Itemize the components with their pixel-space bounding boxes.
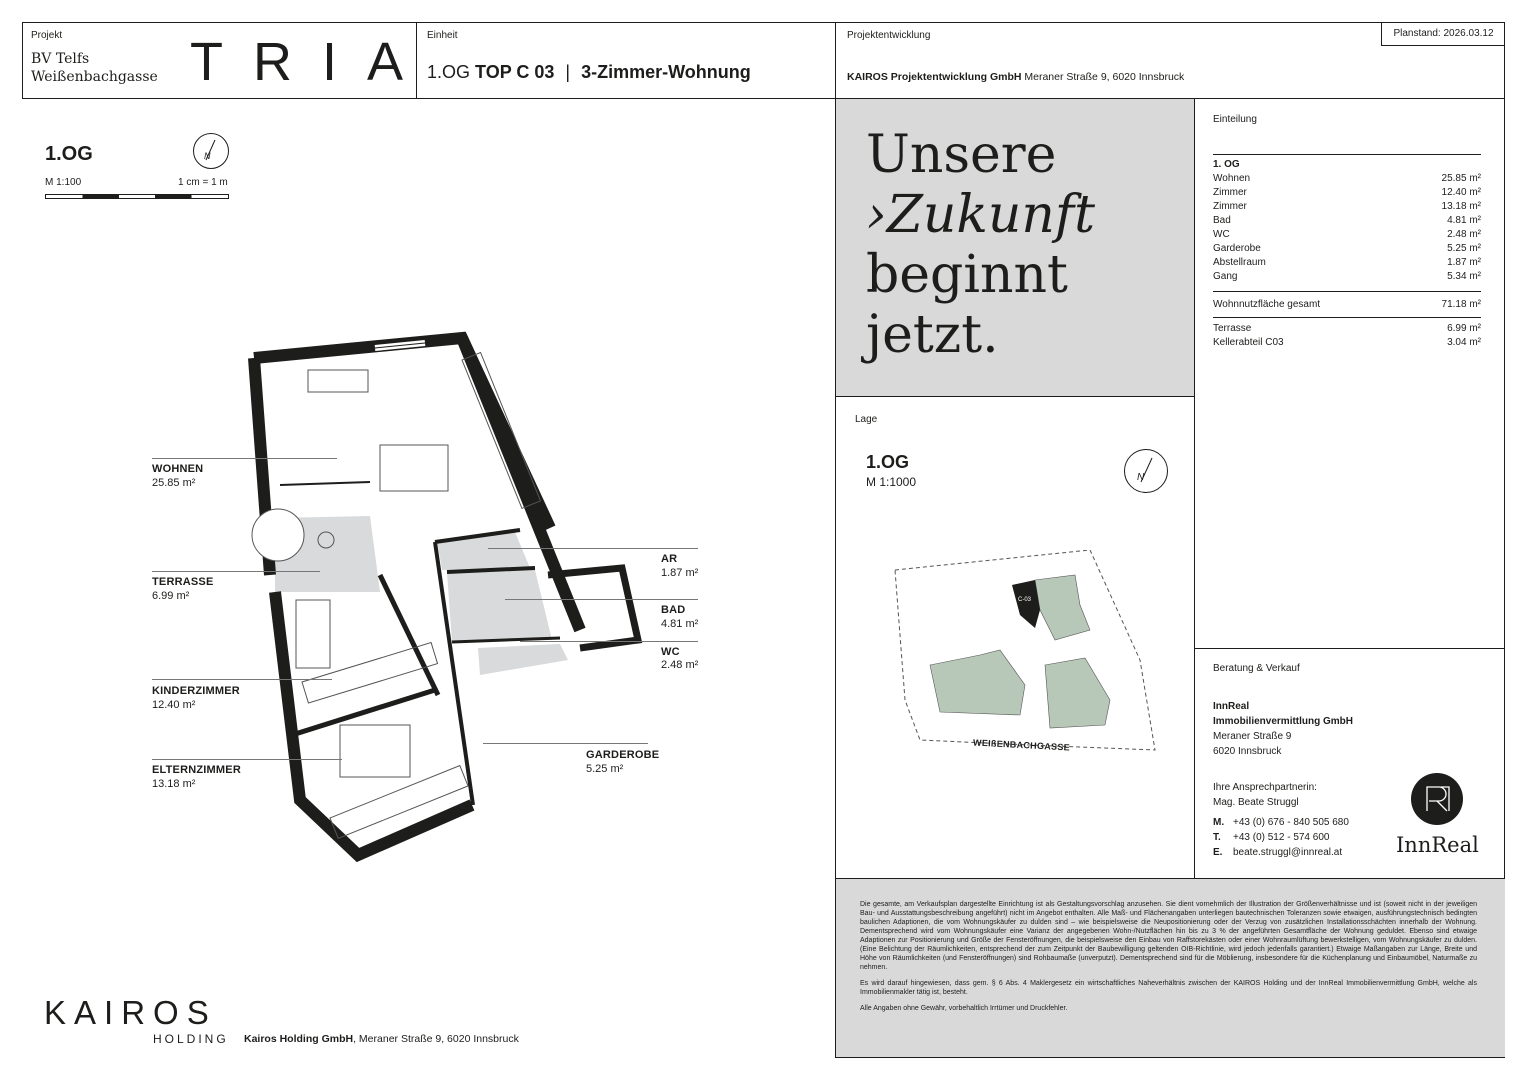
einheit-label: Einheit xyxy=(427,30,458,41)
einteilung-row xyxy=(1213,228,1481,242)
innreal-logo-text: InnReal xyxy=(1396,833,1479,857)
beratung-city: 6020 Innsbruck xyxy=(1213,746,1282,757)
einteilung-room-area: 25.85 m² xyxy=(1441,173,1481,184)
room-kinderzimmer-area: 12.40 m² xyxy=(152,699,196,711)
mid-divider xyxy=(1194,98,1195,878)
einteilung-room-name: Wohnen xyxy=(1213,173,1251,184)
lage-scale: M 1:1000 xyxy=(866,475,917,489)
room-terrasse-name: TERRASSE xyxy=(152,576,214,588)
beratung-email xyxy=(1213,847,1342,858)
beratung-divider xyxy=(1194,648,1505,649)
e-label: E. xyxy=(1213,847,1223,858)
site-building-c xyxy=(1035,575,1090,640)
slogan-line1: Unsere xyxy=(866,125,1057,185)
slogan-line2-wrap xyxy=(866,186,1095,244)
einheit-title xyxy=(427,62,751,83)
footer-address: , Meraner Straße 9, 6020 Innsbruck xyxy=(353,1033,519,1045)
einteilung-total-label: Wohnnutzfläche gesamt xyxy=(1213,299,1321,310)
leader-garderobe xyxy=(483,743,648,744)
beratung-street: Meraner Straße 9 xyxy=(1213,731,1292,742)
room-ar-name: AR xyxy=(661,553,678,565)
t-label: T. xyxy=(1213,832,1221,843)
north-icon xyxy=(193,133,229,169)
beratung-company2: Immobilienvermittlung GmbH xyxy=(1213,716,1354,727)
slogan-chevron-icon: › xyxy=(866,185,887,245)
einteilung-rule-mid xyxy=(1213,291,1481,292)
e-value[interactable]: beate.struggl@innreal.at xyxy=(1233,847,1343,858)
legal-p1: Die gesamte, am Verkaufsplan dargestellte Einrichtung ist als Gestaltungsvorschlag anzusehen. Sie dient vornehmlich der Illustration der Größenverhältnisse und ist (soweit nicht in der jeweiligen Bau- und Ausstattungsbeschreibung angeführt) nicht im Angebot enthalten. Alle Maß- und Flächenangaben unterliegen bautechnischen Toleranzen sowie etwaigen, ausführungstechnisch bedingten baulichen Adaptionen, die vom Wohnungskäufer zu dulden sind – wie beispielsweise die Neupositionierung oder der Verzug von zusätzlichen Installationsschächten innerhalb der Wohnung. Dementsprechend wird vom Wohnungskäufer eine Varianz der angegebenen Wohn-/Nutzflächen hin bis zu 3 % der angeführten Gesamtfläche der Wohnung geduldet. Ebenso sind etwaige Adaptionen zur Positionierung und Größe der Fensteröffnungen, die beispielsweise den Einbau von Raffstorekästen oder einer Wohnraumlüftung bewerkstelligen, vom Wohnungskäufer zu dulden. (Eine Belichtung der Räumlichkeiten, entsprechend der zum Zeitpunkt der Baubewilligung geltenden OIB-Richtlinie, wird jedoch jedenfalls garantiert.) Etwaige Maßangaben zur Länge, Breite und Höhe von Räumlichkeiten (und Fensteröffnungen) sind Rohbaumaße (unverputzt). Dementsprechend sind für die Möblierung, insbesondere für die Küchenplanung und Einbaumöbel, Naturmaße zu nehmen. xyxy=(860,901,1477,971)
einteilung-extra-row xyxy=(1213,336,1481,350)
einteilung-title: Einteilung xyxy=(1213,114,1257,125)
extra-name: Terrasse xyxy=(1213,323,1252,334)
bath-area xyxy=(447,570,552,642)
tria-logo: TRIA xyxy=(190,32,434,92)
einteilung-room-area: 12.40 m² xyxy=(1441,187,1481,198)
leader-terrasse xyxy=(152,571,320,572)
site-street: WEIßENBACHGASSE xyxy=(972,737,1071,753)
beratung-contact-label: Ihre Ansprechpartnerin: xyxy=(1213,782,1317,793)
einteilung-extra-row xyxy=(1213,322,1481,336)
einteilung-table xyxy=(1213,158,1481,284)
projekt-line1: BV Telfs xyxy=(31,51,90,67)
einteilung-total-value: 71.18 m² xyxy=(1441,299,1481,310)
site-building-a xyxy=(930,650,1025,715)
scale-bar xyxy=(45,194,229,199)
innreal-logo-icon xyxy=(1411,773,1463,825)
room-wohnen-name: WOHNEN xyxy=(152,463,204,475)
developer-name: KAIROS Projektentwicklung GmbH xyxy=(847,71,1022,83)
einteilung-room-name: Zimmer xyxy=(1213,187,1247,198)
einteilung-row xyxy=(1213,270,1481,284)
einteilung-room-area: 1.87 m² xyxy=(1447,257,1481,268)
einteilung-row xyxy=(1213,200,1481,214)
leader-elternzimmer xyxy=(152,759,342,760)
einteilung-room-name: WC xyxy=(1213,229,1230,240)
m-value[interactable]: +43 (0) 676 - 840 505 680 xyxy=(1233,817,1349,828)
planstand: Planstand: 2026.03.12 xyxy=(1393,28,1494,39)
plan-scale: M 1:100 xyxy=(45,177,82,188)
site-plan xyxy=(880,550,1180,760)
beratung-title: Beratung & Verkauf xyxy=(1213,663,1300,674)
developer-line xyxy=(847,71,1184,83)
kairos-logo-sub: HOLDING xyxy=(153,1032,229,1046)
lage-north-label: N xyxy=(1137,472,1145,483)
einteilung-extras xyxy=(1213,322,1481,350)
slogan-line2: Zukunft xyxy=(886,185,1096,245)
plan-floor: 1.OG xyxy=(45,143,93,165)
extra-area: 6.99 m² xyxy=(1447,323,1481,334)
einteilung-row xyxy=(1213,172,1481,186)
einteilung-rule-top xyxy=(1213,154,1481,155)
room-elternzimmer-name: ELTERNZIMMER xyxy=(152,764,241,776)
slogan-line3: beginnt xyxy=(866,245,1068,305)
projekt-label: Projekt xyxy=(31,30,63,41)
room-wohnen-area: 25.85 m² xyxy=(152,477,196,489)
leader-wc xyxy=(520,641,698,642)
site-unit-c03 xyxy=(1012,580,1040,628)
footer-company-line xyxy=(244,1033,519,1045)
room-wc-area: 2.48 m² xyxy=(661,659,699,671)
einteilung-room-name: Garderobe xyxy=(1213,243,1261,254)
footer-company: Kairos Holding GmbH xyxy=(244,1033,354,1045)
einteilung-room-area: 5.34 m² xyxy=(1447,271,1481,282)
einheit-sep: | xyxy=(565,62,571,82)
legal-text xyxy=(860,900,1477,1020)
einteilung-room-name: Zimmer xyxy=(1213,201,1247,212)
einteilung-room-area: 5.25 m² xyxy=(1447,243,1481,254)
einteilung-rule-low xyxy=(1213,317,1481,318)
developer-address: Meraner Straße 9, 6020 Innsbruck xyxy=(1024,71,1185,83)
lage-north-icon xyxy=(1124,449,1168,493)
site-unit-tag: C-03 xyxy=(1018,597,1032,603)
room-garderobe-area: 5.25 m² xyxy=(586,763,624,775)
einheit-top: TOP C 03 xyxy=(475,62,555,82)
room-ar-area: 1.87 m² xyxy=(661,567,699,579)
einheit-floor: 1.OG xyxy=(427,62,471,82)
einteilung-room-name: Bad xyxy=(1213,215,1231,226)
einteilung-room-area: 13.18 m² xyxy=(1441,201,1481,212)
lage-floor: 1.OG xyxy=(866,452,910,472)
projekt-line2: Weißenbachgasse xyxy=(31,69,158,85)
site-building-b xyxy=(1045,658,1110,728)
plan-scale-unit: 1 cm = 1 m xyxy=(178,177,228,188)
extra-area: 3.04 m² xyxy=(1447,337,1481,348)
einteilung-row xyxy=(1213,256,1481,270)
room-bad-name: BAD xyxy=(661,604,686,616)
planstand-box xyxy=(1381,22,1505,46)
m-label: M. xyxy=(1213,817,1225,828)
room-terrasse-area: 6.99 m² xyxy=(152,590,190,602)
beratung-company1: InnReal xyxy=(1213,701,1250,712)
room-garderobe-name: GARDEROBE xyxy=(586,749,660,761)
beratung-phone-m xyxy=(1213,817,1349,828)
room-kinderzimmer-name: KINDERZIMMER xyxy=(152,685,240,697)
floor-plan-drawing xyxy=(230,330,670,870)
header-divider-2 xyxy=(835,22,836,99)
beratung-contact-name: Mag. Beate Struggl xyxy=(1213,797,1299,808)
einteilung-floor: 1. OG xyxy=(1213,159,1240,170)
einteilung-room-name: Gang xyxy=(1213,271,1238,282)
einheit-type: 3-Zimmer-Wohnung xyxy=(581,62,751,82)
leader-bad xyxy=(505,599,698,600)
room-bad-area: 4.81 m² xyxy=(661,618,699,630)
leader-ar xyxy=(488,548,698,549)
lage-label: Lage xyxy=(855,414,878,425)
einteilung-total-row xyxy=(1213,298,1481,312)
kairos-logo: KAIROS xyxy=(44,994,217,1031)
einteilung-row xyxy=(1213,186,1481,200)
extra-name: Kellerabteil C03 xyxy=(1213,337,1284,348)
slogan-line4: jetzt. xyxy=(866,305,999,365)
leader-wohnen xyxy=(152,458,337,459)
projektentwicklung-label: Projektentwicklung xyxy=(847,30,931,41)
einteilung-row xyxy=(1213,214,1481,228)
einteilung-room-area: 4.81 m² xyxy=(1447,215,1481,226)
room-elternzimmer-area: 13.18 m² xyxy=(152,778,196,790)
beratung-phone-t xyxy=(1213,832,1329,843)
t-value[interactable]: +43 (0) 512 - 574 600 xyxy=(1233,832,1330,843)
room-wc-name: WC xyxy=(661,646,680,658)
legal-p3: Alle Angaben ohne Gewähr, vorbehaltlich Irrtümer und Druckfehler. xyxy=(860,1005,1068,1012)
leader-kinderzimmer xyxy=(152,679,332,680)
north-label: N xyxy=(204,151,211,161)
legal-p2: Es wird darauf hingewiesen, dass gem. § 6 Abs. 4 Maklergesetz ein wirtschaftliches Naheverhältnis zwischen der KAIROS Holding und der InnReal Immobilienvermittlung GmbH, welche als Immobilienmakler tätig ist, besteht. xyxy=(860,980,1477,996)
einteilung-floor-row xyxy=(1213,158,1481,172)
einteilung-room-area: 2.48 m² xyxy=(1447,229,1481,240)
einteilung-room-name: Abstellraum xyxy=(1213,257,1266,268)
einteilung-row xyxy=(1213,242,1481,256)
